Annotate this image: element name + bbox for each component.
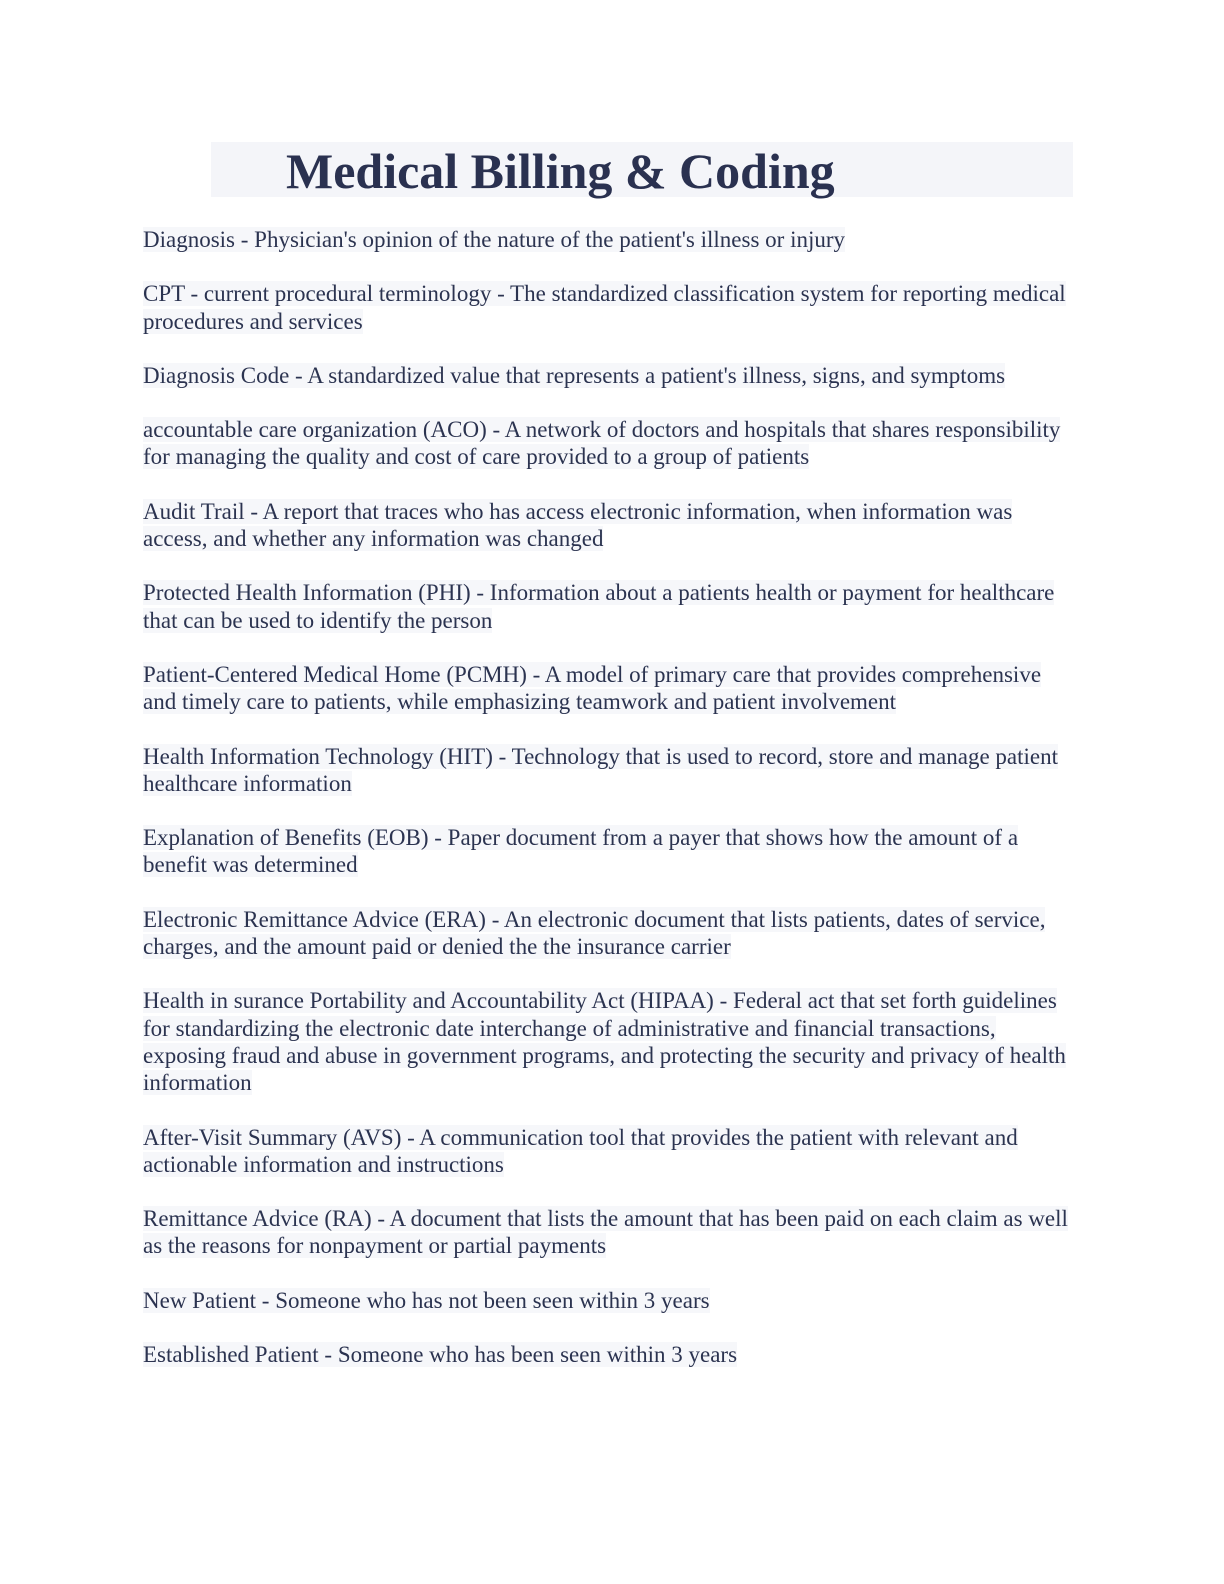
term-entry <box>143 1287 1078 1314</box>
term-text: Diagnosis Code - A standardized value that represents a patient's illness, signs, and symptoms <box>143 362 1006 388</box>
term-entry <box>143 280 1078 335</box>
term-entry <box>143 661 1078 716</box>
term-entry <box>143 226 1078 253</box>
term-list <box>143 226 1078 1395</box>
term-text: Established Patient - Someone who has been seen within 3 years <box>143 1342 738 1368</box>
page-title: Medical Billing & Coding <box>286 143 835 199</box>
term-text: Protected Health Information (PHI) - Information about a patients health or payment for healthcare that can be used to identify the person <box>143 580 1055 633</box>
term-text: Explanation of Benefits (EOB) - Paper document from a payer that shows how the amount of a benefit was determined <box>143 825 1019 878</box>
term-entry <box>143 743 1078 798</box>
term-entry <box>143 906 1078 961</box>
term-text: Audit Trail - A report that traces who has access electronic information, when information was access, and whether any information was changed <box>143 498 1013 552</box>
term-text: Diagnosis - Physician's opinion of the nature of the patient's illness or injury <box>143 227 846 252</box>
term-text: accountable care organization (ACO) - A network of doctors and hospitals that shares responsibility for managing the quality and cost of care provided to a group of patients <box>143 417 1061 470</box>
term-text: Health in surance Portability and Accountability Act (HIPAA) - Federal act that set forth guidelines for standardizing the electronic date interchange of administrative and financial transactions, exposing fraud and abuse in government programs, and protecting the security and privacy of health information <box>143 988 1066 1096</box>
term-entry <box>143 498 1078 553</box>
term-entry <box>143 1205 1078 1260</box>
term-text: Health Information Technology (HIT) - Technology that is used to record, store and manage patient healthcare information <box>143 743 1059 796</box>
term-entry <box>143 987 1078 1096</box>
term-entry <box>143 1124 1078 1179</box>
term-text: CPT - current procedural terminology - The standardized classification system for reporting medical procedures and services <box>143 281 1066 334</box>
term-text: Remittance Advice (RA) - A document that lists the amount that has been paid on each claim as well as the reasons for nonpayment or partial payments <box>143 1206 1068 1259</box>
term-text: Electronic Remittance Advice (ERA) - An electronic document that lists patients, dates of service, charges, and the amount paid or denied the the insurance carrier <box>143 906 1046 960</box>
term-text: Patient-Centered Medical Home (PCMH) - A model of primary care that provides comprehensive and timely care to patients, while emphasizing teamwork and patient involvement <box>143 661 1042 715</box>
term-entry <box>143 1341 1078 1368</box>
term-text: After-Visit Summary (AVS) - A communication tool that provides the patient with relevant and actionable information and instructions <box>143 1124 1018 1177</box>
term-entry <box>143 362 1078 389</box>
term-entry <box>143 579 1078 634</box>
term-entry <box>143 416 1078 471</box>
term-text: New Patient - Someone who has not been seen within 3 years <box>143 1287 710 1313</box>
term-entry <box>143 824 1078 879</box>
